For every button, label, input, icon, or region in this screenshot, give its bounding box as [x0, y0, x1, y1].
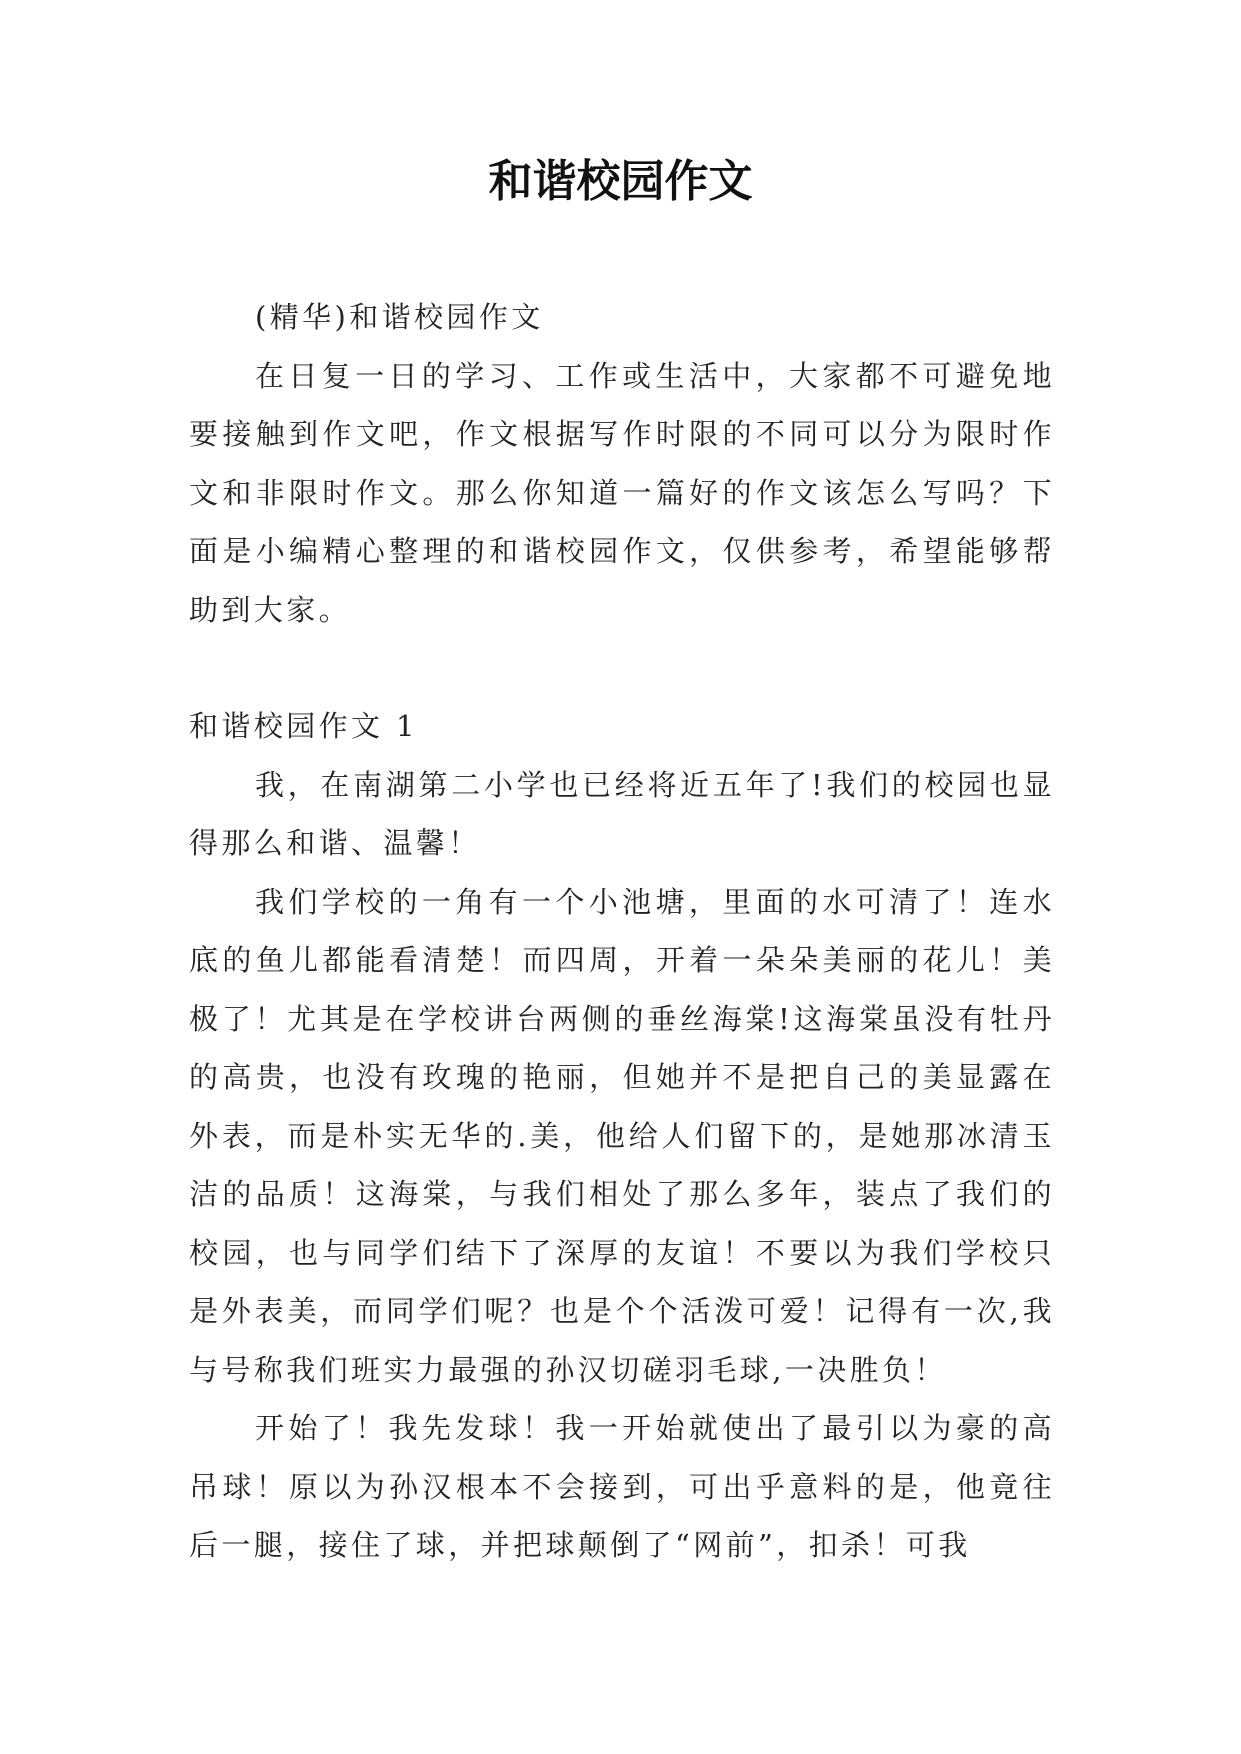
- document-title: 和谐校园作文: [488, 156, 753, 207]
- intro-paragraph: 在日复一日的学习、工作或生活中，大家都不可避免地要接触到作文吧，作文根据写作时限的不同可以分为限时作文和非限时作文。那么你知道一篇好的作文该怎么写吗？下面是小编精心整理的和谐校园作文，仅供参考，希望能够帮助到大家。: [189, 358, 1055, 627]
- section-heading: 和谐校园作文 1: [189, 709, 418, 743]
- document-body: [189, 288, 1055, 1575]
- body-paragraph: 开始了！我先发球！我一开始就使出了最引以为豪的高吊球！原以为孙汉根本不会接到，可出乎意料的是，他竟往后一腿，接住了球，并把球颠倒了“网前”，扣杀！可我: [189, 1411, 1055, 1562]
- body-paragraph: 我们学校的一角有一个小池塘，里面的水可清了！连水底的鱼儿都能看清楚！而四周，开着一朵朵美丽的花儿！美极了！尤其是在学校讲台两侧的垂丝海棠!这海棠虽没有牡丹的高贵，也没有玫瑰的艳丽，但她并不是把自己的美显露在外表，而是朴实无华的.美，他给人们留下的，是她那冰清玉洁的品质！这海棠，与我们相处了那么多年，装点了我们的校园，也与同学们结下了深厚的友谊！不要以为我们学校只是外表美，而同学们呢？也是个个活泼可爱！记得有一次,我与号称我们班实力最强的孙汉切磋羽毛球,一决胜负！: [189, 884, 1055, 1387]
- document-subtitle: (精华)和谐校园作文: [255, 300, 544, 334]
- body-paragraph: 我，在南湖第二小学也已经将近五年了!我们的校园也显得那么和谐、温馨！: [189, 767, 1055, 860]
